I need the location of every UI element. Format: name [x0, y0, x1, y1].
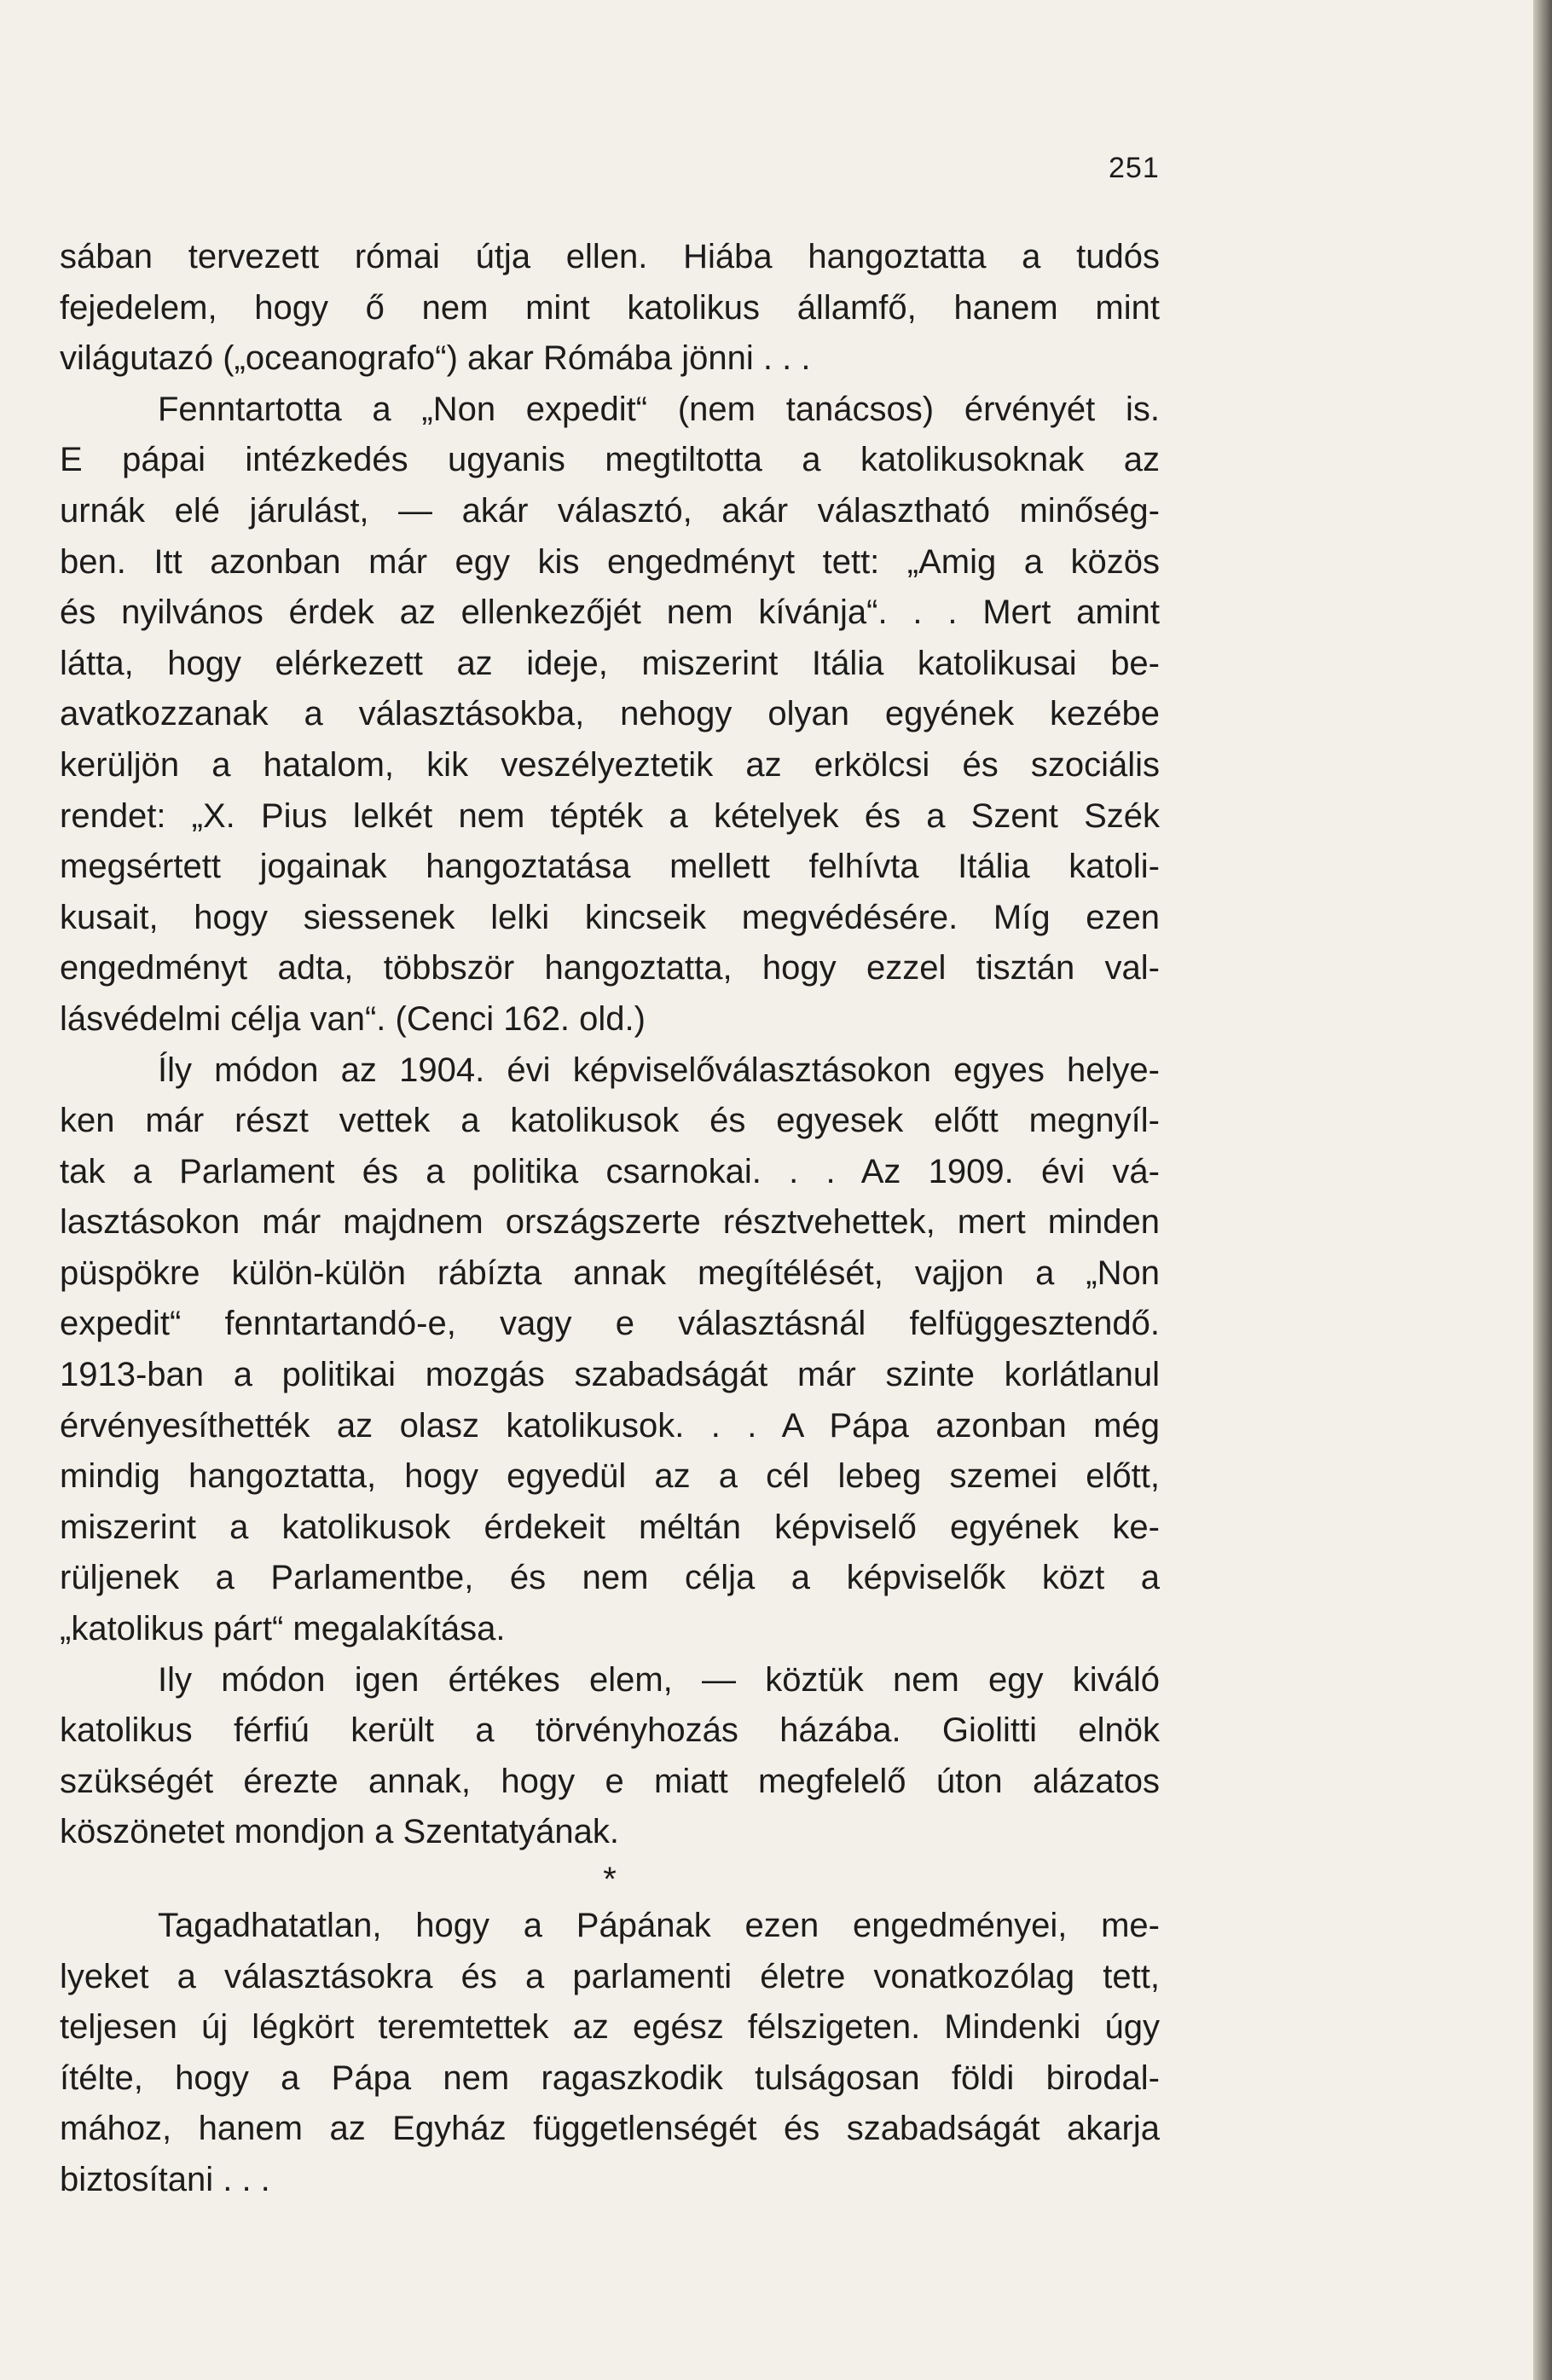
section-separator-asterisk: *	[603, 1861, 617, 1898]
text-line: teljesen új légkört teremtettek az egész félszigeten. Mindenki úgy	[60, 2008, 1160, 2047]
text-line: világutazó („oceanografo“) akar Rómába jönni . . .	[60, 339, 811, 378]
text-line: lasztásokon már majdnem országszerte résztvehettek, mert minden	[60, 1203, 1160, 1242]
text-line: biztosítani . . .	[60, 2160, 270, 2198]
text-line: „katolikus párt“ megalakítása.	[60, 1610, 506, 1648]
text-line: megsértett jogainak hangoztatása mellett felhívta Itália katoli-	[60, 848, 1160, 886]
text-line: avatkozzanak a választásokba, nehogy olyan egyének kezébe	[60, 695, 1160, 733]
text-line: és nyilvános érdek az ellenkezőjét nem kívánja“. . . Mert amint	[60, 594, 1160, 632]
text-line: szükségét érezte annak, hogy e miatt megfelelő úton alázatos	[60, 1762, 1160, 1800]
text-line: urnák elé járulást, — akár választó, akár választható minőség-	[60, 491, 1160, 530]
text-line: mindig hangoztatta, hogy egyedül az a cél lebeg szemei előtt,	[60, 1457, 1160, 1496]
text-line: érvényesíthették az olasz katolikusok. . . A Pápa azonban még	[60, 1406, 1160, 1445]
text-line: Fenntartotta a „Non expedit“ (nem tanácsos) érvényét is.	[158, 390, 1160, 428]
text-line: engedményt adta, többször hangoztatta, hogy ezzel tisztán val-	[60, 949, 1160, 987]
text-line: látta, hogy elérkezett az ideje, miszerint Itália katolikusai be-	[60, 644, 1160, 682]
text-line: köszönetet mondjon a Szentatyának.	[60, 1813, 619, 1851]
text-line: expedit“ fenntartandó-e, vagy e választásnál felfüggesztendő.	[60, 1305, 1160, 1343]
text-line: ben. Itt azonban már egy kis engedményt tett: „Amig a közös	[60, 542, 1160, 581]
text-line: kusait, hogy siessenek lelki kincseik megvédésére. Míg ezen	[60, 898, 1160, 936]
text-line: Tagadhatatlan, hogy a Pápának ezen engedményei, me-	[158, 1907, 1160, 1944]
text-line: püspökre külön-külön rábízta annak megítélését, vajjon a „Non	[60, 1254, 1160, 1292]
page-edge-shadow	[1533, 0, 1552, 2380]
text-line: tak a Parlament és a politika csarnokai. . . Az 1909. évi vá-	[60, 1152, 1160, 1190]
text-line: mához, hanem az Egyház függetlenségét és szabadságát akarja	[60, 2110, 1160, 2148]
text-line: E pápai intézkedés ugyanis megtiltotta a katolikusoknak az	[60, 441, 1160, 479]
text-line: Ily módon igen értékes elem, — köztük nem egy kiváló	[158, 1660, 1160, 1699]
text-line: 1913-ban a politikai mozgás szabadságát már szinte korlátlanul	[60, 1356, 1160, 1394]
text-line: miszerint a katolikusok érdekeit méltán képviselő egyének ke-	[60, 1508, 1160, 1546]
body-text	[60, 232, 1160, 2206]
page-number: 251	[1109, 152, 1160, 184]
text-line: lyeket a választásokra és a parlamenti életre vonatkozólag tett,	[60, 1957, 1160, 1995]
text-line: ítélte, hogy a Pápa nem ragaszkodik tulságosan földi birodal-	[60, 2059, 1160, 2097]
text-line: lásvédelmi célja van“. (Cenci 162. old.)	[60, 999, 646, 1038]
text-line: Íly módon az 1904. évi képviselőválasztásokon egyes helye-	[158, 1051, 1160, 1089]
text-line: sában tervezett római útja ellen. Hiába hangoztatta a tudós	[60, 238, 1160, 275]
text-line: katolikus férfiú került a törvényhozás házába. Giolitti elnök	[60, 1711, 1160, 1750]
text-line: kerüljön a hatalom, kik veszélyeztetik az erkölcsi és szociális	[60, 745, 1160, 784]
text-line: rüljenek a Parlamentbe, és nem célja a képviselők közt a	[60, 1559, 1160, 1597]
text-line: fejedelem, hogy ő nem mint katolikus államfő, hanem mint	[60, 288, 1160, 327]
text-line: rendet: „X. Pius lelkét nem tépték a kételyek és a Szent Szék	[60, 796, 1160, 835]
text-line: ken már részt vettek a katolikusok és egyesek előtt megnyíl-	[60, 1102, 1160, 1140]
